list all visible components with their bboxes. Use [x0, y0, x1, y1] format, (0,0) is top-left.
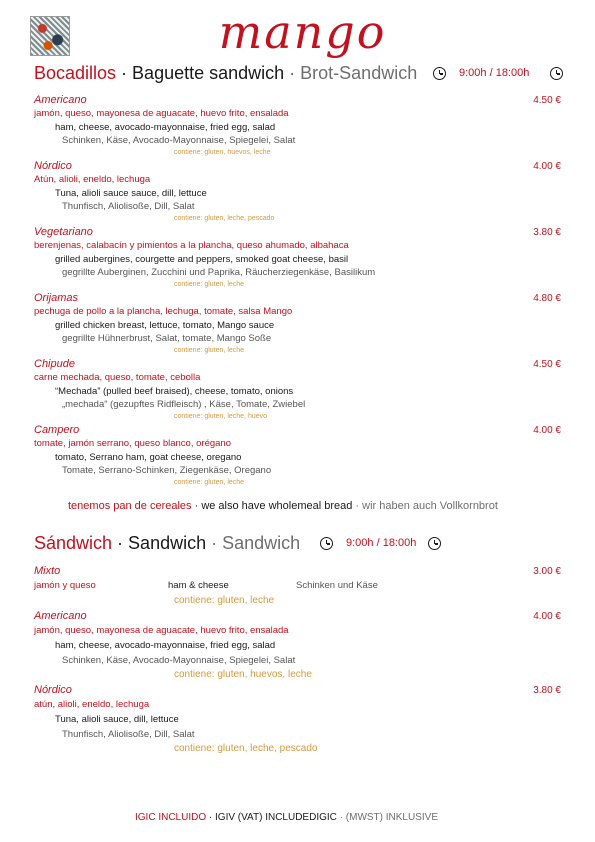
- menu-item-desc-es: tomate, jamón serrano, queso blanco, orégano: [34, 438, 231, 449]
- title-en: Sandwich: [128, 533, 207, 553]
- menu-item-name: Orijamas: [34, 292, 79, 304]
- tax-note-es: IGIC INCLUIDO: [135, 812, 207, 823]
- menu-item-name: Mixto: [34, 565, 61, 577]
- menu-item-desc-de: Thunfisch, Aliolisoße, Dill, Salat: [62, 201, 195, 212]
- menu-item-desc-en: tomato, Serrano ham, goat cheese, oregano: [55, 452, 242, 463]
- tax-note-de: (MWST) INKLUSIVE: [345, 812, 439, 823]
- menu-item-desc-de: gegrillte Hühnerbrust, Salat, tomate, Mango Soße: [62, 333, 272, 344]
- title-es: Sándwich: [34, 533, 113, 553]
- menu-item-allergens: contiene: gluten, leche, pescado: [174, 215, 275, 222]
- menu-item-desc-de: Schinken und Käse: [296, 580, 378, 591]
- menu-item-name: Nórdico: [34, 160, 72, 172]
- title-sep: ·: [116, 63, 133, 83]
- menu-item-desc-de: „mechada“ (gezupftes Ridfleisch) , Käse, Tomate, Zwiebel: [62, 399, 306, 410]
- menu-item-desc-en: ham, cheese, avocado-mayonnaise, fried egg, salad: [55, 640, 276, 651]
- menu-item-desc-en: Tuna, alioli sauce sauce, dill, lettuce: [55, 188, 207, 199]
- menu-item-desc-en: ham, cheese, avocado-mayonnaise, fried egg, salad: [55, 122, 276, 133]
- bread-sep: ·: [352, 500, 363, 512]
- title-en: Baguette sandwich: [132, 63, 285, 83]
- title-sep: ·: [284, 63, 301, 83]
- opening-hours: 9:00h / 18:00h: [346, 537, 417, 549]
- bread-note-en: we also have wholemeal bread: [201, 500, 353, 512]
- menu-item-desc-de: gegrillte Auberginen, Zucchini und Paprika, Räucherziegenkäse, Basilikum: [62, 267, 376, 278]
- menu-item-allergens: contiene: gluten, huevos, leche: [174, 669, 312, 680]
- tax-note: [135, 812, 438, 823]
- menu-item-desc-es: Atún, alioli, eneldo, lechuga: [34, 174, 151, 185]
- menu-item-desc-es: jamón, queso, mayonesa de aguacate, huevo frito, ensalada: [34, 108, 289, 119]
- menu-item-name: Nórdico: [34, 684, 72, 696]
- menu-item-name: Americano: [34, 94, 87, 106]
- brand-logo: mango: [218, 5, 387, 59]
- menu-item-price: 4.80 €: [533, 293, 561, 304]
- title-de: Sandwich: [222, 533, 301, 553]
- menu-item-allergens: contiene: gluten, leche: [174, 281, 245, 288]
- menu-item-desc-en: grilled chicken breast, lettuce, tomato, Mango sauce: [55, 320, 275, 331]
- menu-item-desc-es: carne mechada, queso, tomate, cebolla: [34, 372, 201, 383]
- menu-item-price: 3.80 €: [533, 685, 561, 696]
- menu-item-price: 3.00 €: [533, 566, 561, 577]
- title-de: Brot-Sandwich: [300, 63, 418, 83]
- tax-sep: ·: [336, 812, 346, 823]
- menu-item-price: 4.50 €: [533, 95, 561, 106]
- opening-hours: 9:00h / 18:00h: [459, 67, 530, 79]
- clock-icon: [550, 67, 563, 80]
- bread-sep: ·: [191, 500, 202, 512]
- menu-item-allergens: contiene: gluten, leche: [174, 347, 245, 354]
- menu-item-desc-es: jamón y queso: [34, 580, 96, 591]
- tax-note-en: IGIV (VAT) INCLUDEDIGIC: [215, 812, 337, 823]
- menu-item-desc-en: Tuna, alioli sauce, dill, lettuce: [55, 714, 179, 725]
- menu-item-desc-en: ham & cheese: [168, 580, 229, 591]
- bread-note-es: tenemos pan de cereales: [68, 500, 192, 512]
- clock-icon: [320, 537, 333, 550]
- title-sep: ·: [206, 533, 223, 553]
- clock-icon: [433, 67, 446, 80]
- title-sep: ·: [112, 533, 129, 553]
- title-es: Bocadillos: [34, 63, 117, 83]
- menu-item-price: 4.50 €: [533, 359, 561, 370]
- clock-icon: [428, 537, 441, 550]
- menu-item-desc-de: Schinken, Käse, Avocado-Mayonnaise, Spiegelei, Salat: [62, 655, 296, 666]
- menu-item-desc-es: jamón, queso, mayonesa de aguacate, huevo frito, ensalada: [34, 625, 289, 636]
- menu-item-desc-en: grilled aubergines, courgette and peppers, smoked goat cheese, basil: [55, 254, 349, 265]
- menu-item-price: 3.80 €: [533, 227, 561, 238]
- tax-sep: ·: [206, 812, 216, 823]
- menu-item-allergens: contiene: gluten, leche, pescado: [174, 743, 318, 754]
- menu-item-allergens: contiene: gluten, huevos, leche: [174, 149, 271, 156]
- menu-item-price: 4.00 €: [533, 161, 561, 172]
- menu-item-desc-es: pechuga de pollo a la plancha, lechuga, tomate, salsa Mango: [34, 306, 293, 317]
- section-title-sandwich: [34, 532, 300, 554]
- menu-item-desc-de: Thunfisch, Aliolisoße, Dill, Salat: [62, 729, 195, 740]
- menu-item-price: 4.00 €: [533, 611, 561, 622]
- menu-item-desc-de: Schinken, Käse, Avocado-Mayonnaise, Spiegelei, Salat: [62, 135, 296, 146]
- menu-item-price: 4.00 €: [533, 425, 561, 436]
- section-title-bocadillos: [34, 62, 417, 84]
- menu-item-name: Americano: [34, 610, 87, 622]
- bread-note: [68, 500, 498, 512]
- menu-item-desc-es: atún, alioli, eneldo, lechuga: [34, 699, 150, 710]
- menu-item-desc-es: berenjenas, calabacín y pimientos a la plancha, queso ahumado, albahaca: [34, 240, 349, 251]
- bread-note-de: wir haben auch Vollkornbrot: [362, 500, 498, 512]
- menu-item-name: Chipude: [34, 358, 75, 370]
- menu-item-allergens: contiene: gluten, leche: [174, 479, 245, 486]
- menu-item-allergens: contiene: gluten, leche, huevo: [174, 413, 268, 420]
- menu-item-desc-de: Tomate, Serrano-Schinken, Ziegenkäse, Oregano: [62, 465, 272, 476]
- menu-item-name: Campero: [34, 424, 80, 436]
- menu-item-name: Vegetariano: [34, 226, 93, 238]
- menu-item-allergens: contiene: gluten, leche: [174, 595, 275, 606]
- logo-image: [30, 16, 70, 56]
- menu-item-desc-en: “Mechada” (pulled beef braised), cheese, tomato, onions: [55, 386, 294, 397]
